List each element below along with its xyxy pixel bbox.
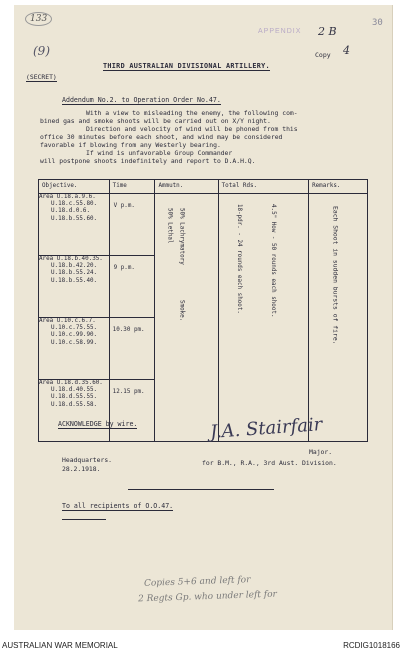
- objective-line: U.18.b.42.20.: [51, 263, 98, 270]
- signatory-for: for B.M., R.A., 3rd Aust. Division.: [202, 459, 337, 467]
- time-cell: V p.m.: [109, 194, 155, 256]
- remarks-cell: [309, 194, 368, 442]
- time-cell: 9 p.m.: [109, 256, 155, 318]
- objective-cell: [39, 194, 110, 256]
- appendix-mark: 2 B: [318, 25, 337, 38]
- footer-institution: AUSTRALIAN WAR MEMORIAL: [2, 641, 118, 650]
- body-line-5: favorable if blowing from any Westerly bearing.: [40, 141, 221, 149]
- objective-line: U.18.d.0.6.: [51, 208, 91, 215]
- table-header-row: [39, 180, 368, 194]
- objective-line: U.18.b.55.40.: [51, 277, 98, 284]
- body-line-3: Direction and velocity of wind will be phoned from this: [86, 125, 298, 133]
- total-rounds-howitzer: 4.5" How - 50 rounds each shoot.: [269, 204, 276, 318]
- ammunition-lethal: 50% Lethal: [166, 208, 173, 244]
- operations-table: [38, 179, 368, 442]
- copy-label: Copy: [315, 51, 331, 59]
- objective-cell: [39, 256, 110, 318]
- total-rounds-cell: [218, 194, 308, 442]
- document-title: THIRD AUSTRALIAN DIVISIONAL ARTILLERY.: [103, 62, 270, 70]
- objective-line: U.10.c.99.90.: [51, 332, 98, 339]
- table-row: [39, 194, 368, 256]
- classification-label: (SECRET): [26, 73, 57, 81]
- page-number-circled: 133: [25, 12, 52, 26]
- order-date: 28.2.1918.: [62, 465, 101, 473]
- copy-number: 4: [343, 44, 350, 57]
- acknowledge-line: ACKNOWLEDGE by wire.: [58, 420, 138, 428]
- header-ammunition: Ammutn.: [155, 180, 218, 194]
- objective-line: U.18.d.40.55.: [51, 387, 98, 394]
- objective-line: U.10.c.58.99.: [51, 339, 98, 346]
- objective-line: U.10.c.75.55.: [51, 325, 98, 332]
- objective-line: U.18.b.55.24.: [51, 270, 98, 277]
- time-cell: 10.30 pm.: [109, 318, 155, 380]
- distribution-line: To all recipients of O.O.47.: [62, 502, 174, 510]
- header-time: Time: [109, 180, 155, 194]
- addendum-heading: Addendum No.2. to Operation Order No.47.: [62, 96, 221, 104]
- body-line-1: With a view to misleading the enemy, the following com-: [86, 109, 298, 117]
- page-number-right: 30: [372, 18, 383, 28]
- total-rounds-18pdr: 18-pdr. - 24 rounds each shoot.: [235, 204, 242, 314]
- divider-line-short: [62, 519, 106, 520]
- signature: J.A. Stairfair: [209, 414, 324, 443]
- divider-line: [128, 489, 274, 490]
- remarks-text: Each Shoot in sudden bursts of fire.: [331, 206, 340, 345]
- appendix-stamp: APPENDIX: [258, 28, 302, 35]
- header-remarks: Remarks.: [309, 180, 368, 194]
- handwritten-note-1: Copies 5+6 and left for: [143, 575, 251, 589]
- body-line-6: If wind is unfavorable Group Commander: [86, 149, 233, 157]
- archive-footer: [0, 636, 404, 654]
- objective-line: U.18.c.55.80.: [51, 201, 98, 208]
- objective-cell: [39, 380, 110, 442]
- time-cell: 12.15 pm.: [109, 380, 155, 442]
- header-total-rounds: Total Rds.: [218, 180, 308, 194]
- margin-mark: (9): [33, 44, 50, 58]
- ammunition-smoke: Smoke.: [178, 300, 185, 322]
- body-line-4: office 30 minutes before each shoot, and wind may be considered: [40, 133, 283, 141]
- objective-line: U.18.d.55.58.: [51, 401, 98, 408]
- objective-line: U.18.b.55.60.: [51, 215, 98, 222]
- ammunition-lachrymatory: 50% Lachrymatory: [178, 208, 185, 265]
- objective-line: Area U.18.a.9.6.: [39, 194, 96, 200]
- objective-line: U.18.d.55.55.: [51, 394, 98, 401]
- objective-cell: [39, 318, 110, 380]
- objective-line: Area U.18.d.35.60.: [39, 380, 103, 386]
- objective-line: Area U.18.b.40.35.: [39, 256, 103, 262]
- ammunition-cell: [155, 194, 218, 442]
- headquarters-label: Headquarters.: [62, 456, 113, 464]
- body-line-7: will postpone shoots indefinitely and report to D.A.H.Q.: [40, 157, 256, 165]
- signatory-rank: Major.: [309, 448, 333, 456]
- body-line-2: bined gas and smoke shoots will be carried out on X/Y night.: [40, 117, 271, 125]
- footer-record-id: RCDIG1018166: [343, 641, 400, 650]
- handwritten-note-2: 2 Regts Gp. who under left for: [137, 589, 278, 605]
- header-objective: Objective.: [39, 180, 110, 194]
- objective-line: Area U.10.c.6.7.: [39, 318, 96, 324]
